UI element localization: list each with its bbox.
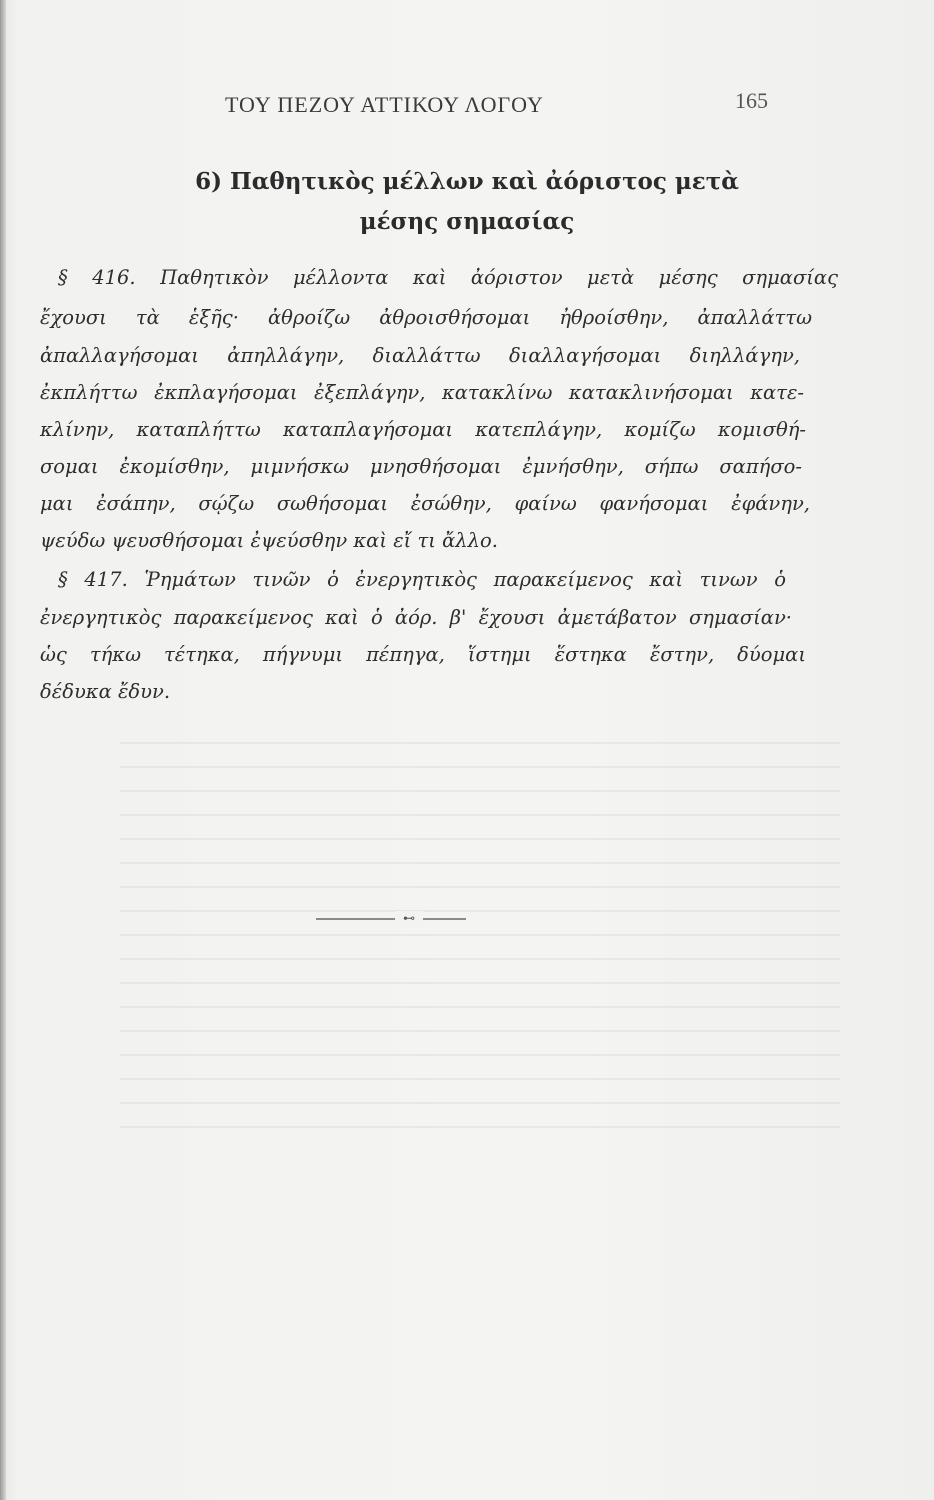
bleed-through-text	[120, 720, 840, 1140]
paragraph-416-line-1: § 416. Παθητικὸν μέλλοντα καὶ ἀόριστον μετὰ μέσης σημασίας	[58, 266, 838, 289]
paragraph-416-line-3: ἀπαλλαγήσομαι ἀπηλλάγην, διαλλάττω διαλλαγήσομαι διηλλάγην,	[40, 344, 800, 367]
paragraph-416-line-6: σομαι ἐκομίσθην, μιμνήσκω μνησθήσομαι ἐμνήσθην, σήπω σαπήσο-	[40, 455, 802, 478]
section-title-line-2: μέσης σημασίας	[359, 208, 575, 235]
section-divider-rule	[316, 918, 466, 920]
paragraph-417-line-3: ὡς τήκω τέτηκα, πήγνυμι πέπηγα, ἵστημι ἕστηκα ἔστην, δύομαι	[40, 643, 806, 666]
section-title-line-1: 6) Παθητικὸς μέλλων καὶ ἀόριστος μετὰ	[195, 168, 739, 195]
paragraph-416-line-2: ἔχουσι τὰ ἑξῆς· ἀθροίζω ἀθροισθήσομαι ἠθροίσθην, ἀπαλλάττω	[40, 306, 812, 329]
paragraph-416-line-4: ἐκπλήττω ἐκπλαγήσομαι ἐξεπλάγην, κατακλίνω κατακλινήσομαι κατε-	[40, 381, 804, 404]
paragraph-416-line-5: κλίνην, καταπλήττω καταπλαγήσομαι κατεπλάγην, κομίζω κομισθή-	[40, 418, 806, 441]
paragraph-417-line-4: δέδυκα ἔδυν.	[40, 680, 171, 703]
paragraph-417-line-2: ἐνεργητικὸς παρακείμενος καὶ ὁ ἀόρ. β' ἔχουσι ἀμετάβατον σημασίαν·	[40, 606, 792, 629]
divider-ornament-icon: ⊷	[395, 911, 423, 925]
paragraph-416-line-8: ψεύδω ψευσθήσομαι ἐψεύσθην καὶ εἴ τι ἄλλο.	[40, 529, 498, 552]
running-title: ΤΟΥ ΠΕΖΟΥ ΑΤΤΙΚΟΥ ΛΟΓΟΥ	[225, 92, 544, 117]
page-number: 165	[735, 88, 768, 113]
paragraph-417-line-1: § 417. Ῥημάτων τινῶν ὁ ἐνεργητικὸς παρακείμενος καὶ τινων ὁ	[58, 568, 786, 591]
paragraph-416-line-7: μαι ἐσάπην, σῴζω σωθήσομαι ἐσώθην, φαίνω φανήσομαι ἐφάνην,	[40, 492, 810, 515]
